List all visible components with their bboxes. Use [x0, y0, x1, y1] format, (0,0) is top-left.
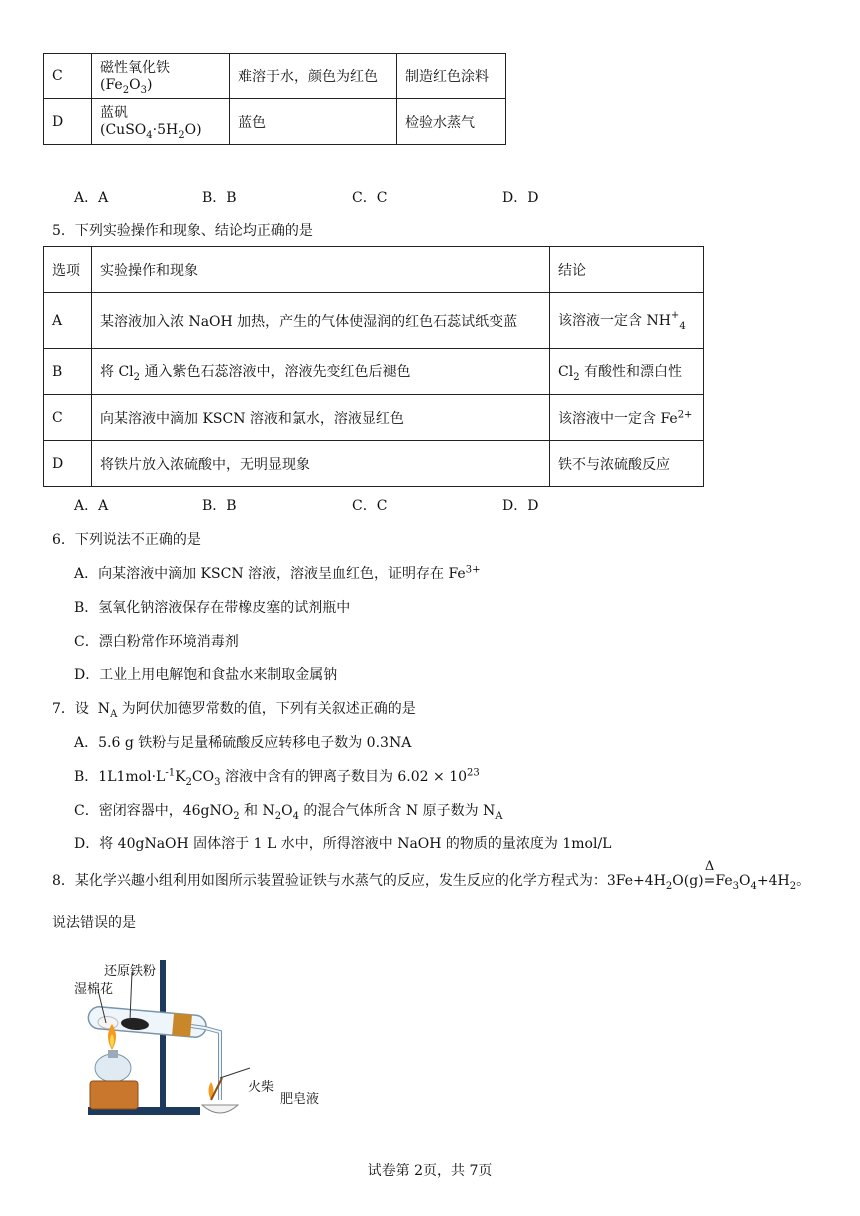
q4-row-c-name: 磁性氧化铁$(Fe_2O_3)$ [92, 54, 230, 99]
q5-row-d-op: 将铁片放入浓硫酸中，无明显现象 [92, 441, 550, 487]
q4-row-c-prop: 难溶于水，颜色为红色 [230, 54, 397, 99]
q5-row-d-opt: D [44, 441, 92, 487]
q5-stem: 5．下列实验操作和现象、结论均正确的是 [52, 223, 313, 239]
q5-row-b-con: $Cl_2$ 有酸性和漂白性 [550, 349, 704, 395]
q5-option-a[interactable]: A．A [74, 498, 109, 514]
q5-option-b[interactable]: B．B [202, 498, 237, 514]
q5-row-b-op: 将 $Cl_2$ 通入紫色石蕊溶液中，溶液先变红色后褪色 [92, 349, 550, 395]
q4-option-b[interactable]: B．B [202, 190, 237, 206]
label-match: 火柴 [248, 1080, 275, 1095]
q4-table [43, 53, 506, 145]
label-wet-cotton: 湿棉花 [74, 982, 114, 997]
q6-stem: 6．下列说法不正确的是 [52, 532, 201, 548]
q6-option-b[interactable]: B．氢氧化钠溶液保存在带橡皮塞的试剂瓶中 [74, 600, 351, 616]
stopper [172, 1013, 192, 1036]
q5-row-a-opt: A [44, 293, 92, 349]
q5-row-c-op: 向某溶液中滴加 KSCN 溶液和氯水，溶液显红色 [92, 395, 550, 441]
q5-option-c[interactable]: C．C [352, 498, 388, 514]
q5-row-a-con: 该溶液一定含 $NH_{+4}$ [550, 293, 704, 349]
q7-option-d[interactable]: D．将 40gNaOH 固体溶于 1 L 水中，所得溶液中 NaOH 的物质的量浓度为 1mol/L [74, 836, 612, 852]
q5-row-c-con: 该溶液中一定含 $Fe^{2+}$ [550, 395, 704, 441]
q4-row-c-opt: C [44, 54, 92, 99]
label-soap: 肥皂液 [280, 1092, 320, 1107]
q8-stem: 8．某化学兴趣小组利用如图所示装置验证铁与水蒸气的反应，发生反应的化学方程式为：$3Fe+4H_2O(g)$ Δ $=Fe_3O_4+4H_2$。 [52, 859, 811, 892]
q4-row-d-name: 蓝矾$(CuSO_4\cdot 5H_2O)$ [92, 99, 230, 145]
q5-header-op: 实验操作和现象 [92, 247, 550, 293]
q5-header-opt: 选项 [44, 247, 92, 293]
q5-row-b-opt: B [44, 349, 92, 395]
q5-option-d[interactable]: D．D [502, 498, 539, 514]
q4-option-a[interactable]: A．A [74, 190, 109, 206]
q4-option-d[interactable]: D．D [502, 190, 539, 206]
q7-option-a[interactable]: A．5.6 g 铁粉与足量稀硫酸反应转移电子数为 0.3NA [74, 735, 412, 751]
alcohol-lamp [95, 1054, 131, 1082]
q5-row-d-con: 铁不与浓硫酸反应 [550, 441, 704, 487]
wooden-block [90, 1081, 138, 1109]
q7-option-c[interactable]: C．密闭容器中，46gNO$_2$ 和 $N_2O_4$ 的混合气体所含 N 原子数为 $N_A$ [74, 803, 503, 822]
label-iron-powder: 还原铁粉 [104, 964, 157, 979]
q8-stem-2: 说法错误的是 [52, 915, 136, 931]
evaporating-dish [202, 1105, 238, 1113]
q6-option-d[interactable]: D．工业上用电解饱和食盐水来制取金属钠 [74, 667, 338, 683]
q5-table [43, 246, 704, 487]
q4-row-d-use: 检验水蒸气 [397, 99, 506, 145]
q7-option-b[interactable]: B．$1L1mol\cdot L^{-1}K_2CO_3$ 溶液中含有的钾离子数目为 $6.02 \times 10^{23}$ [74, 767, 480, 788]
q4-row-c-use: 制造红色涂料 [397, 54, 506, 99]
q7-stem: 7．设 $N_A$ 为阿伏加德罗常数的值，下列有关叙述正确的是 [52, 701, 416, 720]
q5-row-c-opt: C [44, 395, 92, 441]
q5-row-a-op: 某溶液加入浓 NaOH 加热，产生的气体使湿润的红色石蕊试纸变蓝 [92, 293, 550, 349]
page-footer: 试卷第 2页，共 7页 [367, 1163, 493, 1179]
q4-row-d-opt: D [44, 99, 92, 145]
q6-option-a[interactable]: A．向某溶液中滴加 KSCN 溶液，溶液呈血红色，证明存在 $Fe^{3+}$ [74, 564, 481, 582]
q6-option-c[interactable]: C．漂白粉常作环境消毒剂 [74, 634, 239, 650]
q4-option-c[interactable]: C．C [352, 190, 388, 206]
q4-row-d-prop: 蓝色 [230, 99, 397, 145]
q5-header-con: 结论 [550, 247, 704, 293]
